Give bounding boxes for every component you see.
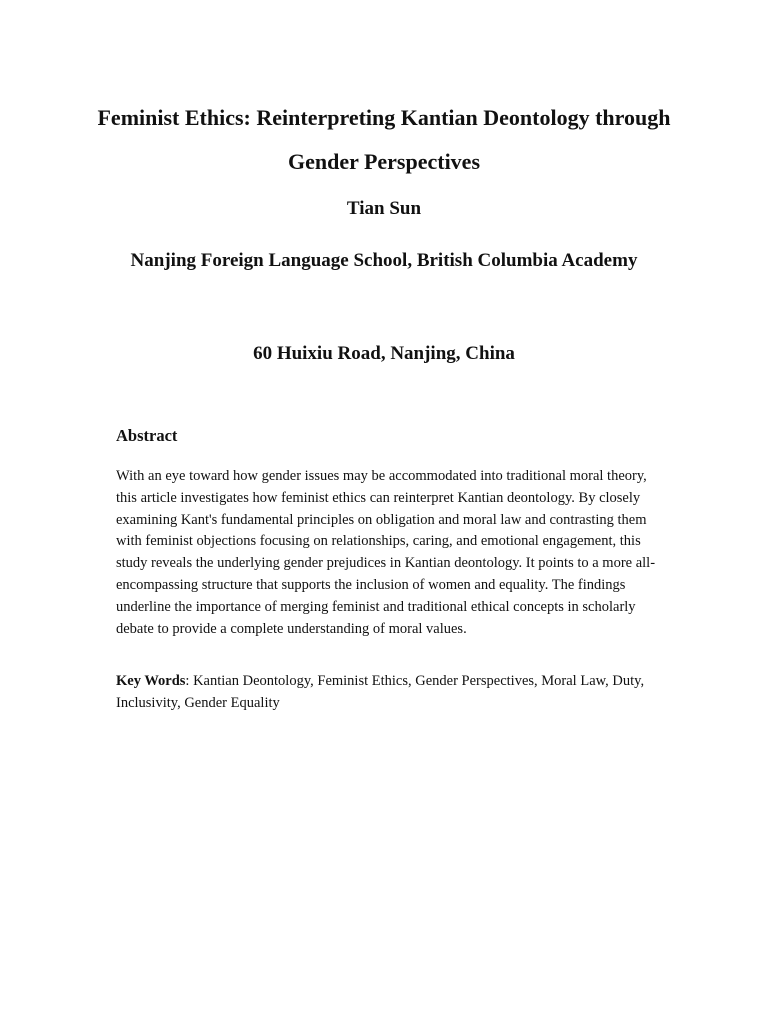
abstract-text: With an eye toward how gender issues may be accommodated into traditional moral theory, this article investigates how feminist ethics can reinterpret Kantian deontology. By closely examining Kant's fundamental principles on obligation and moral law and contrasting them with feminist objections focusing on relationships, caring, and emotional engagement, this study reveals the underlying gender prejudices in Kantian deontology. It points to a more all-encompassing structure that supports the inclusion of women and equality. The findings underline the importance of merging feminist and traditional ethical concepts in scholarly debate to provide a complete understanding of moral values. <box>116 468 656 637</box>
abstract-heading: Abstract <box>116 426 178 445</box>
keywords-label: Key Words <box>116 673 186 689</box>
keywords-list: : Kantian Deontology, Feminist Ethics, Gender Perspectives, Moral Law, Duty, Inclusivity, Gender Equality <box>116 673 645 711</box>
paper-title: Feminist Ethics: Reinterpreting Kantian Deontology through Gender Perspectives <box>97 105 671 174</box>
author-address: 60 Huixiu Road, Nanjing, China <box>253 343 515 364</box>
keywords-paragraph <box>116 671 656 715</box>
author-affiliation: Nanjing Foreign Language School, British Columbia Academy <box>130 250 638 271</box>
author-name: Tian Sun <box>346 198 422 219</box>
